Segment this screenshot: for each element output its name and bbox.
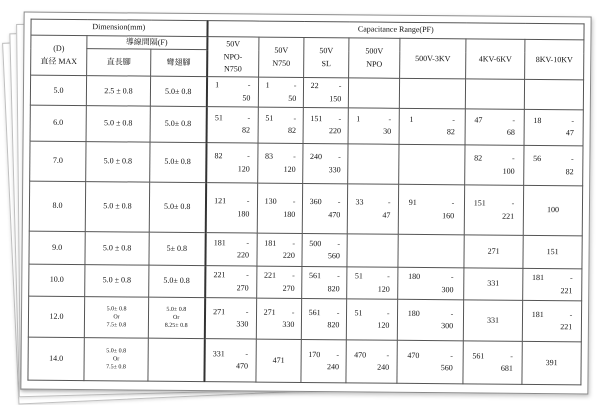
bent-foot-header: 彎翅腳 xyxy=(151,50,207,77)
range-cell: 151 - 221 xyxy=(464,185,523,235)
table-row xyxy=(29,231,582,269)
range-cell xyxy=(347,234,398,268)
range-cell: 271 - 330 xyxy=(204,298,256,339)
range-cell: 180 - 300 xyxy=(397,300,463,341)
range-cell: 180 - 300 xyxy=(398,267,464,300)
range-cell: 181 - 220 xyxy=(257,233,302,267)
range-cell: 271 - 330 xyxy=(256,298,301,339)
col-header-2: 50V SL xyxy=(304,37,349,78)
straight-cell: 5.0± 0.8 Or 7.5± 0.8 xyxy=(84,297,148,338)
range-cell: 271 xyxy=(464,235,523,269)
range-cell: 1 - 30 xyxy=(348,108,399,144)
range-cell: 561 - 681 xyxy=(463,341,522,384)
capacitance-spec-table xyxy=(27,19,584,386)
col-header-6: 8KV-10KV xyxy=(525,39,584,80)
bent-cell xyxy=(148,338,204,381)
range-cell: 360 - 470 xyxy=(302,184,347,234)
range-cell: 51 - 120 xyxy=(347,267,398,300)
range-cell: 83 - 120 xyxy=(258,143,303,184)
range-cell: 221 - 270 xyxy=(257,266,302,299)
range-cell: 18 - 47 xyxy=(524,110,583,146)
range-cell: 56 - 82 xyxy=(524,145,583,186)
straight-foot-header: 直長腳 xyxy=(87,49,151,77)
straight-cell: 5.0 ± 0.8 xyxy=(85,231,149,265)
diameter-cell: 8.0 xyxy=(29,181,85,231)
col-header-3: 500V NPO xyxy=(349,38,400,79)
diameter-cell: 14.0 xyxy=(28,337,84,380)
straight-cell: 2.5 ± 0.8 xyxy=(86,76,150,106)
diameter-header xyxy=(31,35,87,76)
straight-cell: 5.0 ± 0.8 xyxy=(85,265,149,298)
dimension-header: Dimension(mm) xyxy=(31,19,207,37)
range-cell: 1 - 50 xyxy=(206,77,258,107)
range-cell: 82 - 120 xyxy=(206,142,258,183)
range-cell: 100 xyxy=(523,186,582,236)
diameter-header-line1: (D) xyxy=(53,44,65,54)
col-header-4: 500V-3KV xyxy=(400,38,466,79)
range-cell: 391 xyxy=(522,341,581,384)
table-row xyxy=(30,75,583,110)
range-cell xyxy=(465,79,524,109)
range-cell: 47 - 68 xyxy=(465,109,524,145)
range-cell: 181 - 220 xyxy=(205,232,257,266)
range-cell xyxy=(399,79,465,109)
range-cell: 51 - 82 xyxy=(258,107,303,143)
diameter-cell: 12.0 xyxy=(28,296,84,337)
range-cell: 33 - 47 xyxy=(347,184,398,234)
table-row xyxy=(29,264,582,301)
range-cell: 331 - 470 xyxy=(204,339,256,382)
range-cell xyxy=(348,78,399,108)
range-cell xyxy=(524,80,583,110)
range-cell: 51 - 82 xyxy=(206,107,258,143)
range-cell xyxy=(398,234,464,268)
table-row xyxy=(30,105,583,145)
range-cell: 170 - 240 xyxy=(301,339,346,382)
straight-cell: 5.0 ± 0.8 xyxy=(86,141,150,182)
range-cell: 181 - 221 xyxy=(522,301,581,342)
range-cell: 91 - 160 xyxy=(398,185,464,235)
range-cell: 500 - 560 xyxy=(302,233,347,267)
range-cell: 561 - 820 xyxy=(301,299,346,340)
lead-spacing-header: 導線間隔(F) xyxy=(87,36,207,50)
range-cell xyxy=(399,144,465,185)
col-header-5: 4KV-6KV xyxy=(466,39,525,80)
range-cell: 151 xyxy=(523,235,582,269)
range-cell: 22 - 150 xyxy=(303,78,348,108)
bent-cell: 5.0± 0.8 Or 8.25± 0.8 xyxy=(148,297,204,338)
range-cell: 331 xyxy=(463,300,522,341)
range-cell xyxy=(348,143,399,184)
bent-cell: 5± 0.8 xyxy=(149,232,205,266)
bent-cell: 5.0± 0.8 xyxy=(150,142,206,183)
range-cell: 1 - 82 xyxy=(399,109,465,145)
straight-cell: 5.0± 0.8 Or 7.5± 0.8 xyxy=(84,338,148,382)
col-header-1: 50V N750 xyxy=(259,37,304,78)
diameter-cell: 6.0 xyxy=(30,105,86,141)
range-cell: 561 - 820 xyxy=(302,267,347,300)
range-cell: 331 xyxy=(464,268,523,301)
range-cell: 121 - 180 xyxy=(205,183,257,233)
straight-cell: 5.0 ± 0.8 xyxy=(86,106,150,142)
diameter-header-line2: 直径 MAX xyxy=(40,56,78,66)
straight-cell: 5.0 ± 0.8 xyxy=(85,182,149,232)
bent-cell: 5.0± 0.8 xyxy=(149,183,205,233)
range-cell: 240 - 330 xyxy=(303,143,348,184)
range-cell: 151 - 220 xyxy=(303,108,348,144)
range-cell: 1 - 50 xyxy=(258,77,303,107)
range-cell: 82 - 100 xyxy=(465,145,524,186)
diameter-cell: 7.0 xyxy=(30,141,86,182)
diameter-cell: 10.0 xyxy=(29,264,85,297)
diameter-cell: 9.0 xyxy=(29,231,85,265)
bent-cell: 5.0± 0.8 xyxy=(149,265,205,298)
range-cell: 181 - 221 xyxy=(523,268,582,301)
table-row xyxy=(30,141,583,187)
range-cell: 470 - 560 xyxy=(397,340,463,384)
capacitance-header: Capacitance Range(PF) xyxy=(207,21,584,40)
range-cell: 130 - 180 xyxy=(257,183,302,233)
range-cell: 471 xyxy=(256,339,301,382)
range-cell: 470 - 240 xyxy=(346,340,397,383)
col-header-0: 50V NPO- N750 xyxy=(207,37,259,78)
bent-cell: 5.0± 0.8 xyxy=(150,106,206,142)
document-page xyxy=(20,12,591,395)
range-cell: 51 - 120 xyxy=(346,299,397,340)
table-row xyxy=(29,181,582,235)
range-cell: 221 - 270 xyxy=(205,266,257,299)
table-row xyxy=(28,296,581,342)
diameter-cell: 5.0 xyxy=(30,75,86,105)
bent-cell: 5.0± 0.8 xyxy=(150,77,206,107)
table-row xyxy=(28,337,581,385)
